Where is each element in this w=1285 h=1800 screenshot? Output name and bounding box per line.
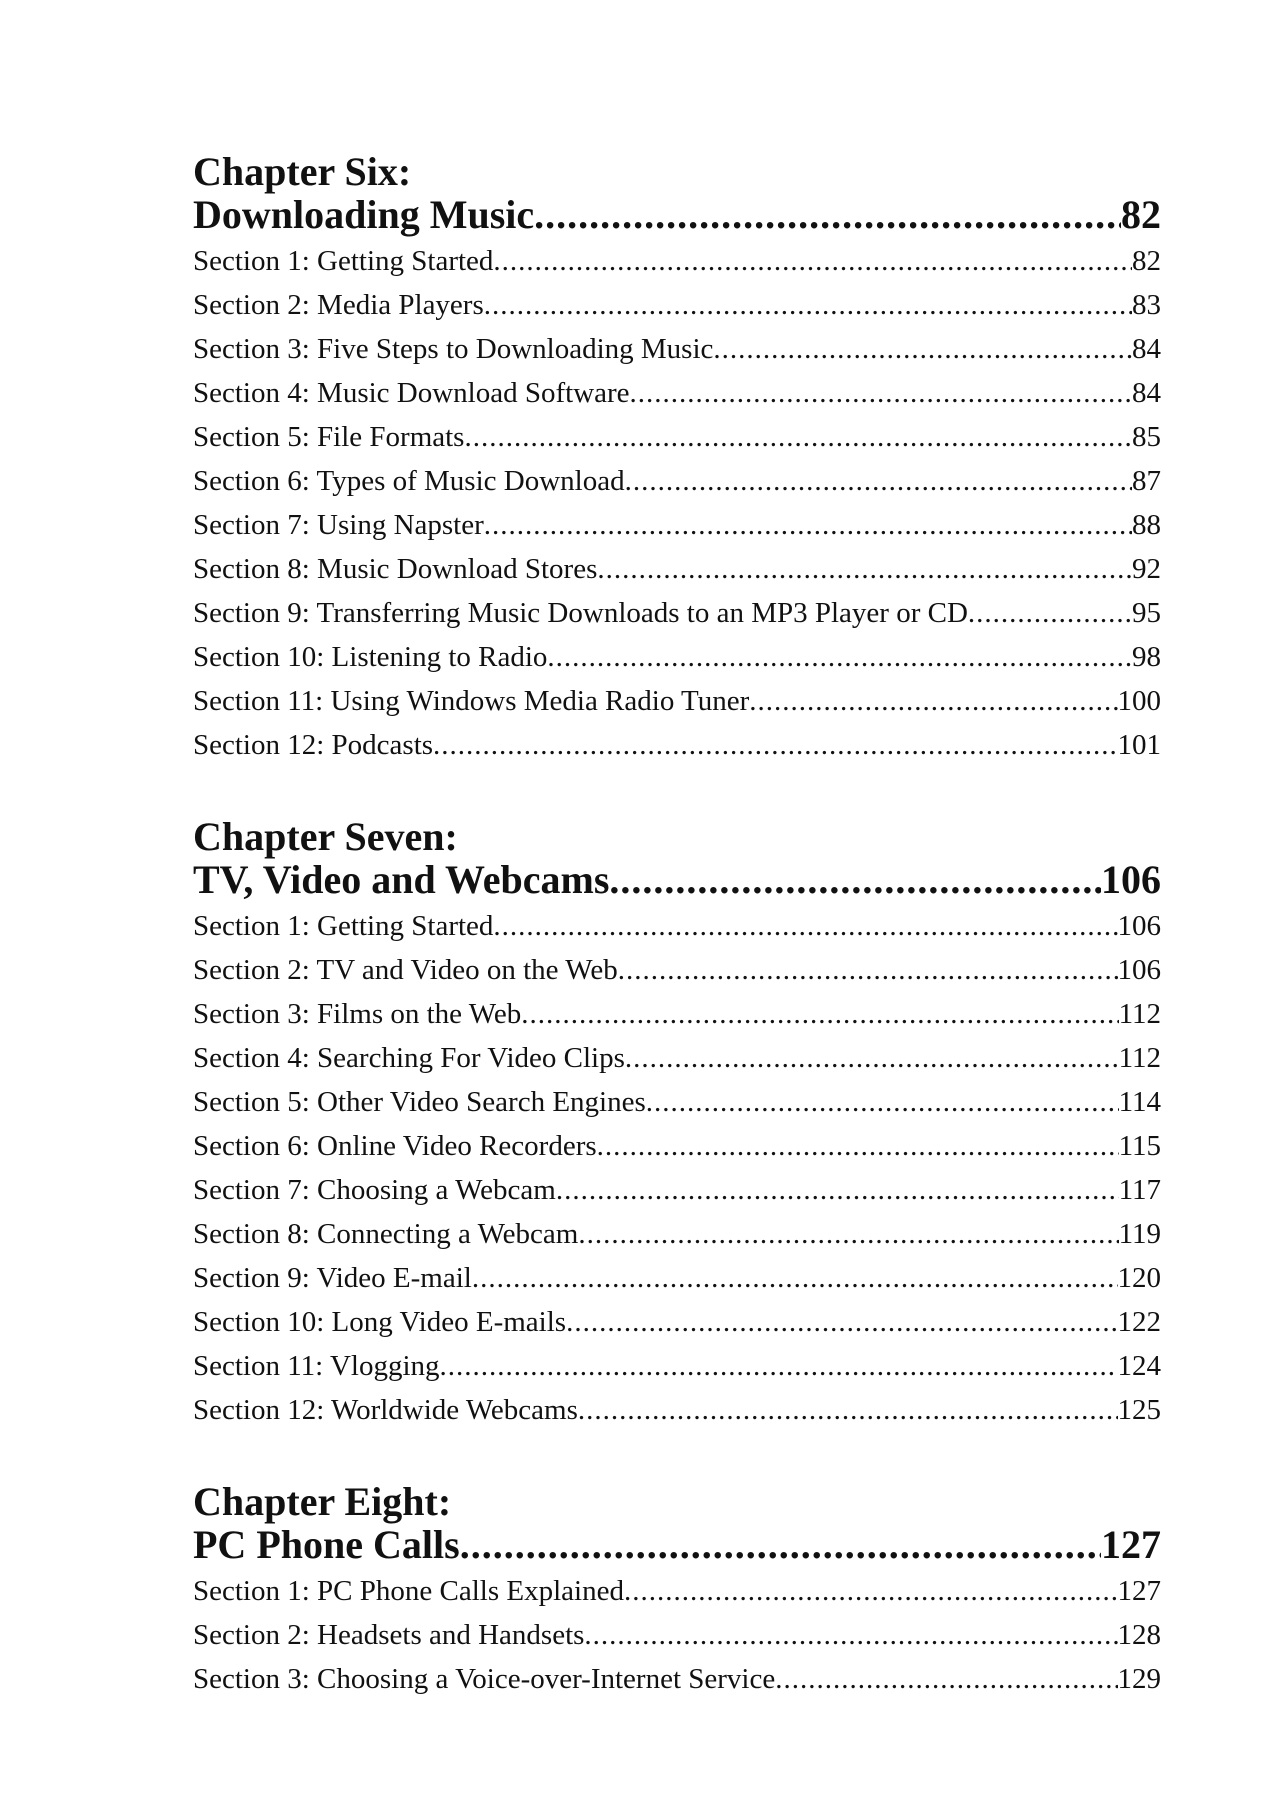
section-label: Section 10: Long Video E-mails: [193, 1306, 567, 1338]
section-row: [193, 283, 1161, 327]
dot-leader: [493, 239, 1132, 283]
dot-leader: [597, 547, 1132, 591]
section-label: Section 11: Vlogging: [193, 1350, 440, 1382]
dot-leader: [625, 459, 1132, 503]
dot-leader: [609, 858, 1101, 902]
section-label: Section 5: File Formats: [193, 421, 465, 453]
chapter-title: Downloading Music: [193, 193, 535, 237]
section-page-number: 98: [1132, 641, 1161, 673]
chapter-title-row: [193, 858, 1161, 902]
section-label: Section 10: Listening to Radio: [193, 641, 548, 673]
chapter-page-number: 82: [1121, 193, 1161, 237]
section-page-number: 100: [1117, 685, 1161, 717]
section-label: Section 1: Getting Started: [193, 245, 494, 277]
section-label: Section 7: Choosing a Webcam: [193, 1174, 556, 1206]
section-page-number: 124: [1117, 1350, 1161, 1382]
section-label: Section 3: Films on the Web: [193, 998, 522, 1030]
chapter-heading: Chapter Six:: [193, 149, 412, 194]
section-page-number: 84: [1132, 333, 1161, 365]
dot-leader: [460, 1523, 1101, 1567]
section-row: [193, 1256, 1161, 1300]
chapter-heading: Chapter Eight:: [193, 1479, 452, 1524]
dot-leader: [597, 1124, 1119, 1168]
section-row: [193, 1388, 1161, 1432]
section-page-number: 112: [1118, 998, 1161, 1030]
dot-leader: [493, 904, 1117, 948]
section-row: [193, 547, 1161, 591]
section-page-number: 92: [1132, 553, 1161, 585]
section-label: Section 8: Music Download Stores: [193, 553, 598, 585]
dot-leader: [556, 1168, 1119, 1212]
dot-leader: [534, 193, 1121, 237]
section-row: [193, 1124, 1161, 1168]
section-row: [193, 1344, 1161, 1388]
section-page-number: 127: [1117, 1575, 1161, 1607]
section-page-number: 106: [1117, 954, 1161, 986]
section-label: Section 8: Connecting a Webcam: [193, 1218, 579, 1250]
dot-leader: [630, 371, 1132, 415]
chapter-title-row: [193, 193, 1161, 237]
section-row: [193, 327, 1161, 371]
section-page-number: 112: [1118, 1042, 1161, 1074]
section-page-number: 87: [1132, 465, 1161, 497]
section-page-number: 115: [1118, 1130, 1161, 1162]
section-label: Section 2: TV and Video on the Web: [193, 954, 618, 986]
section-label: Section 1: PC Phone Calls Explained: [193, 1575, 624, 1607]
section-label: Section 2: Headsets and Handsets: [193, 1619, 585, 1651]
section-row: [193, 239, 1161, 283]
section-label: Section 1: Getting Started: [193, 910, 494, 942]
section-page-number: 122: [1117, 1306, 1161, 1338]
section-row: [193, 1569, 1161, 1613]
section-row: [193, 371, 1161, 415]
section-row: [193, 1036, 1161, 1080]
section-row: [193, 904, 1161, 948]
dot-leader: [521, 992, 1118, 1036]
dot-leader: [440, 1344, 1118, 1388]
section-row: [193, 591, 1161, 635]
chapter-page-number: 106: [1101, 858, 1161, 902]
section-page-number: 106: [1117, 910, 1161, 942]
section-row: [193, 723, 1161, 767]
dot-leader: [566, 1300, 1117, 1344]
dot-leader: [433, 723, 1117, 767]
dot-leader: [484, 283, 1132, 327]
section-page-number: 129: [1117, 1663, 1161, 1695]
chapter-page-number: 127: [1101, 1523, 1161, 1567]
dot-leader: [547, 635, 1132, 679]
section-label: Section 9: Transferring Music Downloads to an MP3 Player or CD: [193, 597, 968, 629]
section-label: Section 6: Online Video Recorders: [193, 1130, 597, 1162]
section-row: [193, 992, 1161, 1036]
table-of-contents: [193, 150, 1161, 1749]
dot-leader: [624, 1569, 1118, 1613]
dot-leader: [625, 1036, 1119, 1080]
section-label: Section 3: Choosing a Voice-over-Internet Service: [193, 1663, 776, 1695]
dot-leader: [749, 679, 1117, 723]
section-page-number: 119: [1118, 1218, 1161, 1250]
dot-leader: [775, 1657, 1117, 1701]
section-row: [193, 1080, 1161, 1124]
chapter-title: PC Phone Calls: [193, 1523, 460, 1567]
section-label: Section 6: Types of Music Download: [193, 465, 625, 497]
dot-leader: [464, 415, 1132, 459]
dot-leader: [584, 1613, 1117, 1657]
dot-leader: [618, 948, 1118, 992]
dot-leader: [578, 1388, 1118, 1432]
section-page-number: 128: [1117, 1619, 1161, 1651]
chapter-block: [193, 815, 1161, 1432]
section-row: [193, 503, 1161, 547]
section-label: Section 9: Video E-mail: [193, 1262, 472, 1294]
section-page-number: 85: [1132, 421, 1161, 453]
chapter-block: [193, 150, 1161, 767]
dot-leader: [713, 327, 1132, 371]
section-row: [193, 1657, 1161, 1701]
section-page-number: 95: [1132, 597, 1161, 629]
section-row: [193, 415, 1161, 459]
section-label: Section 12: Worldwide Webcams: [193, 1394, 578, 1426]
chapter-heading: Chapter Seven:: [193, 814, 458, 859]
section-row: [193, 1168, 1161, 1212]
section-row: [193, 1613, 1161, 1657]
dot-leader: [578, 1212, 1118, 1256]
chapter-block: [193, 1480, 1161, 1701]
section-row: [193, 635, 1161, 679]
section-page-number: 117: [1118, 1174, 1161, 1206]
section-row: [193, 1212, 1161, 1256]
section-row: [193, 459, 1161, 503]
section-row: [193, 1300, 1161, 1344]
section-label: Section 11: Using Windows Media Radio Tuner: [193, 685, 750, 717]
section-page-number: 114: [1118, 1086, 1161, 1118]
section-page-number: 82: [1132, 245, 1161, 277]
section-row: [193, 679, 1161, 723]
dot-leader: [484, 503, 1132, 547]
chapter-title: TV, Video and Webcams: [193, 858, 610, 902]
chapter-title-row: [193, 1523, 1161, 1567]
section-page-number: 101: [1117, 729, 1161, 761]
section-label: Section 5: Other Video Search Engines: [193, 1086, 646, 1118]
dot-leader: [968, 591, 1132, 635]
section-label: Section 4: Searching For Video Clips: [193, 1042, 625, 1074]
dot-leader: [472, 1256, 1118, 1300]
section-row: [193, 948, 1161, 992]
section-label: Section 2: Media Players: [193, 289, 484, 321]
section-page-number: 84: [1132, 377, 1161, 409]
dot-leader: [646, 1080, 1119, 1124]
section-page-number: 120: [1117, 1262, 1161, 1294]
section-page-number: 125: [1117, 1394, 1161, 1426]
section-label: Section 3: Five Steps to Downloading Music: [193, 333, 714, 365]
section-page-number: 88: [1132, 509, 1161, 541]
section-label: Section 12: Podcasts: [193, 729, 434, 761]
section-label: Section 7: Using Napster: [193, 509, 484, 541]
section-label: Section 4: Music Download Software: [193, 377, 630, 409]
section-page-number: 83: [1132, 289, 1161, 321]
